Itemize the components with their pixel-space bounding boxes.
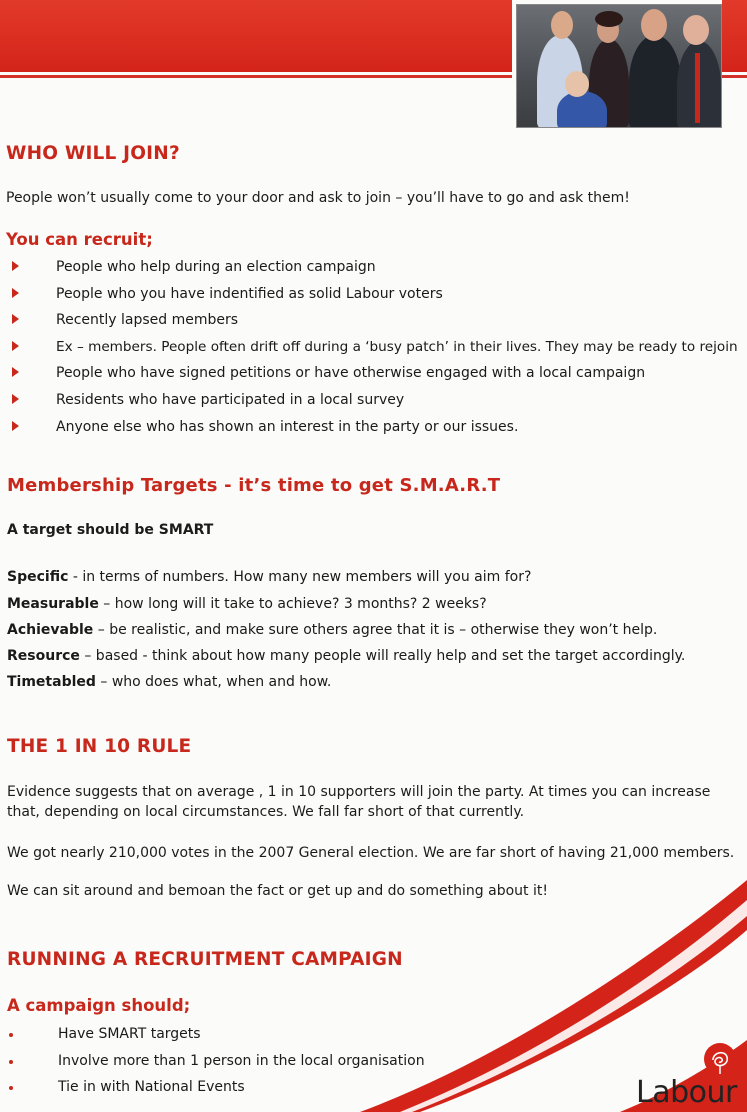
list-item: Ex – members. People often drift off during a ‘busy patch’ in their lives. They may be ready to rejoin xyxy=(0,337,747,364)
list-item: People who you have indentified as solid Labour voters xyxy=(0,284,747,311)
list-item: Anyone else who has shown an interest in the party or our issues. xyxy=(0,417,747,444)
who-will-join-heading: WHO WILL JOIN? xyxy=(6,143,180,164)
smart-row-resource: Resource – based - think about how many people will really help and set the target accordingly. xyxy=(7,648,686,664)
list-item: Recently lapsed members xyxy=(0,310,747,337)
list-item: People who help during an election campaign xyxy=(0,257,747,284)
list-item: Residents who have participated in a local survey xyxy=(0,390,747,417)
campaign-should-heading: A campaign should; xyxy=(7,996,191,1015)
one-in-ten-para-1: Evidence suggests that on average , 1 in 10 supporters will join the party. At times you can increase that, depending on local circumstances. We fall far short of that currently. xyxy=(7,784,711,820)
labour-logo-text: Labour xyxy=(636,1075,737,1110)
smart-row-specific: Specific - in terms of numbers. How many new members will you aim for? xyxy=(7,569,532,585)
labour-logo xyxy=(636,1040,744,1110)
you-can-recruit-heading: You can recruit; xyxy=(6,230,153,249)
one-in-ten-para-2: We got nearly 210,000 votes in the 2007 General election. We are far short of having 21,000 members. xyxy=(7,845,735,861)
smart-row-measurable: Measurable – how long will it take to achieve? 3 months? 2 weeks? xyxy=(7,596,487,612)
dot-bullet-icon xyxy=(9,1033,13,1037)
membership-targets-heading: Membership Targets - it’s time to get S.M.A.R.T xyxy=(7,475,501,496)
who-will-join-intro: People won’t usually come to your door and ask to join – you’ll have to go and ask them! xyxy=(6,190,630,206)
dot-bullet-icon xyxy=(9,1086,13,1090)
list-item: Have SMART targets xyxy=(0,1024,620,1051)
list-item: Involve more than 1 person in the local organisation xyxy=(0,1051,620,1078)
smart-row-achievable: Achievable – be realistic, and make sure others agree that it is – otherwise they won’t help. xyxy=(7,622,658,638)
dot-bullet-icon xyxy=(9,1060,13,1064)
rose-logo-icon xyxy=(703,1042,737,1076)
smart-row-timetabled: Timetabled – who does what, when and how. xyxy=(7,674,332,690)
list-item: People who have signed petitions or have otherwise engaged with a local campaign xyxy=(0,363,747,390)
one-in-ten-para-3: We can sit around and bemoan the fact or get up and do something about it! xyxy=(7,883,548,899)
one-in-ten-heading: THE 1 IN 10 RULE xyxy=(7,736,192,757)
campaign-list xyxy=(0,1024,620,1104)
list-item: Tie in with National Events xyxy=(0,1077,620,1104)
smart-intro: A target should be SMART xyxy=(7,522,214,538)
recruitment-campaign-heading: RUNNING A RECRUITMENT CAMPAIGN xyxy=(7,949,403,970)
